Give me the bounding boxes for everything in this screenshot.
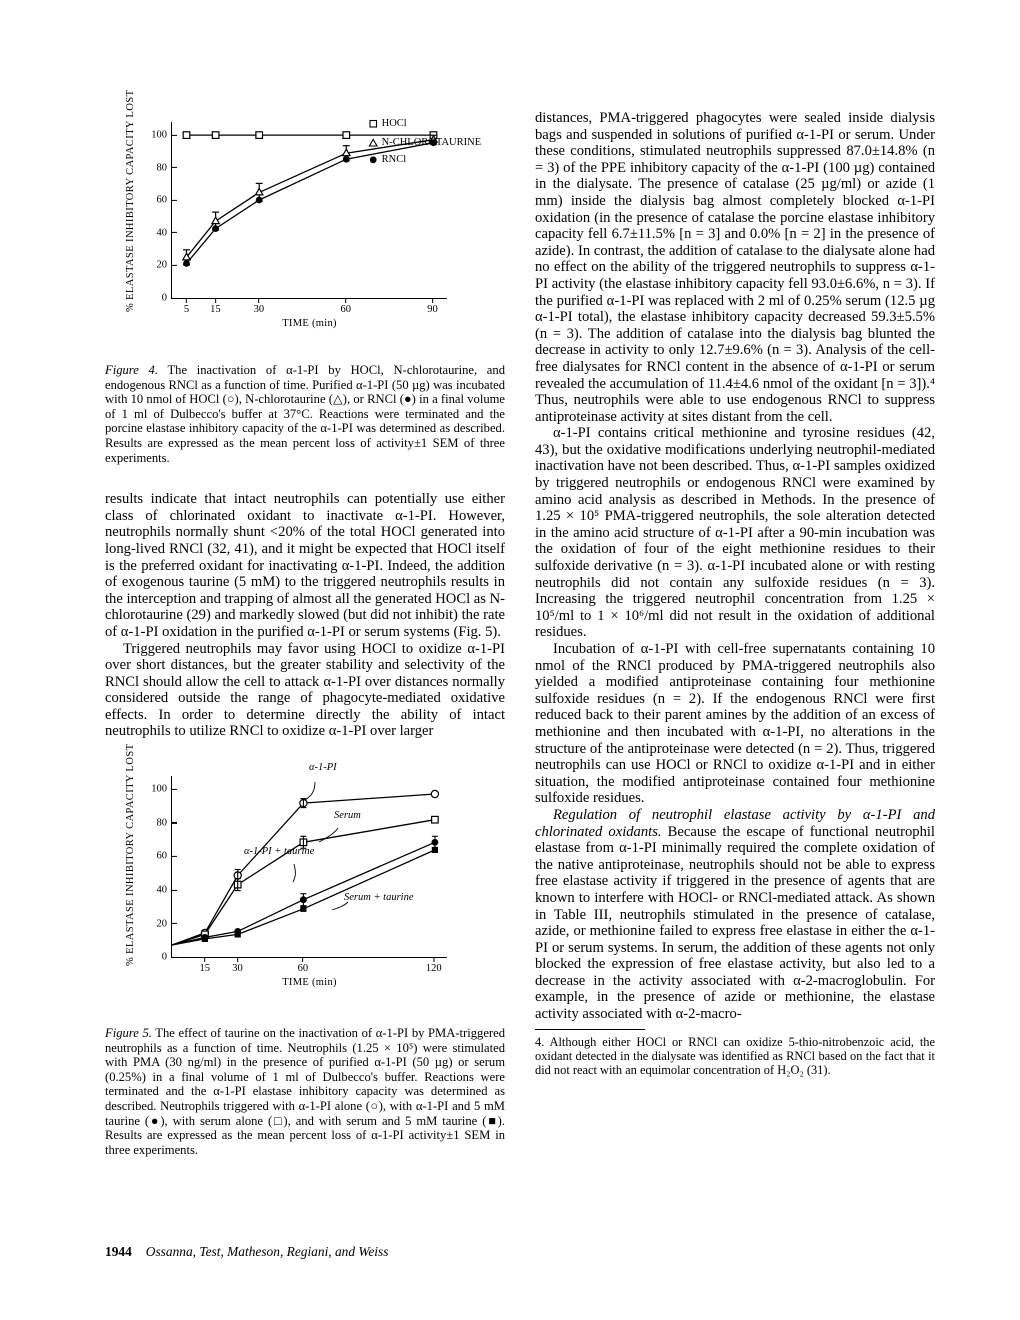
- figure-5-annotation-serum-taurine: Serum + taurine: [344, 892, 414, 904]
- figure-4-xtick-60: 60: [340, 298, 351, 315]
- figure-5-x-axis-label: TIME (min): [282, 977, 337, 989]
- figure-5-annotation-a1pi-taurine: α-1-PI + taurine: [244, 846, 315, 858]
- figure-5-chart: % ELASTASE INHIBITORY CAPACITY LOST 0 20 40 60 80 100 15 30 60 120 TIME (min) α-1-PI Serum α-1-PI + taurine Serum + taurine: [127, 770, 457, 1000]
- right-paragraph-3: Incubation of α-1-PI with cell-free supernatants containing 10 nmol of the RNCl produced by PMA-triggered neutrophils also yielded a modified antiproteinase containing four methionine sulfoxide residues (n = 2). If the endogenous RNCl were first reduced back to their parent amines by the addition of an excess of methionine and then incubated with α-1-PI, no alterations in the structure of the antiproteinase were detected (n = 2). Thus, triggered neutrophils can use HOCl or RNCl to oxidize α-1-PI and in either situation, the modified antiproteinase contained four methionine sulfoxide residues.: [535, 641, 935, 807]
- figure-4-legend-nchlorotaurine: N-CHLOROTAURINE: [368, 137, 481, 148]
- figure-5-annotation-serum: Serum: [334, 810, 361, 822]
- figure-5-ytick-20: 20: [157, 918, 173, 929]
- figure-4-x-axis-label: TIME (min): [282, 318, 337, 329]
- right-paragraph-4-heading: Regulation of neutrophil elastase activity by α-1-PI and chlorinated oxidants.: [535, 806, 935, 840]
- figure-5-ytick-100: 100: [151, 784, 172, 795]
- figure-4-xtick-30: 30: [254, 298, 265, 315]
- figure-4-xtick-90: 90: [427, 298, 438, 315]
- figure-5-ytick-40: 40: [157, 885, 173, 896]
- page-number: 1944: [105, 1244, 132, 1259]
- figure-4-plot-area: [151, 118, 482, 329]
- open-square-icon: [368, 119, 379, 128]
- figure-5-ytick-0: 0: [162, 952, 172, 963]
- figure-4-legend-rncl: RNCl: [368, 154, 406, 165]
- figure-4-ytick-0: 0: [162, 293, 172, 304]
- right-paragraph-4: [535, 807, 935, 1023]
- right-paragraph-1: distances, PMA-triggered phagocytes were sealed inside dialysis bags and suspended in solutions of purified α-1-PI or serum. Under these conditions, stimulated neutrophils suppressed 87.0±14.8% (n = 3) of the PPE inhibitory capacity of the α-1-PI (100 µg) contained in the dialysate. The presence of catalase (25 µg/ml) or azide (1 mm) inside the dialysis bag almost completely blocked α-1-PI oxidation (in the presence of catalase the porcine elastase inhibitory capacity fell 6.7±11.5% [n = 3] and 0.0% [n = 2] in the presence of azide). In contrast, the addition of catalase to the dialysate alone had no effect on the ability of the triggered neutrophils to suppress α-1-PI activity (the elastase inhibitory capacity fell 93.0±6.6%, n = 3). If the purified α-1-PI was replaced with 2 ml of 0.25% serum (12.5 µg α-1-PI total), the elastase inhibitory capacity decreased 59.3±5.5% (n = 3). The addition of catalase into the dialysis bag blunted the decrease in activity to only 12.7±9.6% (n = 3). Analysis of the cell-free dialysates for RNCl content in the absence of α-1-PI or serum revealed the accumulation of 11.4±4.6 nmol of the oxidant [n = 3]).⁴ Thus, neutrophils were able to use endogenous RNCl to suppress antiproteinase activity at sites distant from the cell.: [535, 110, 935, 425]
- figure-5-caption-label: Figure 5.: [105, 1026, 152, 1041]
- figure-4-caption: [105, 363, 505, 465]
- footnote-divider: [535, 1029, 645, 1030]
- open-triangle-icon: [368, 138, 379, 147]
- left-paragraph-2: Triggered neutrophils may favor using HOCl to oxidize α-1-PI over short distances, but the greater stability and selectivity of the RNCl should allow the cell to attack α-1-PI over distances normally considered outside the range of phagocyte-mediated oxidative effects. In order to determine directly the ability of intact neutrophils to utilize RNCl to oxidize α-1-PI over larger: [105, 640, 505, 740]
- filled-circle-icon: [368, 155, 379, 164]
- left-column: [105, 89, 505, 1157]
- figure-5-ytick-80: 80: [157, 817, 173, 828]
- page-footer: [105, 1244, 388, 1260]
- figure-5-xtick-120: 120: [426, 957, 442, 974]
- figure-5: [105, 743, 505, 1157]
- figure-4-caption-text: The inactivation of α-1-PI by HOCl, N-chlorotaurine, and endogenous RNCl as a function of time. Purified α-1-PI (50 µg) was incubated with 10 nmol of HOCl (○), N-chlorotaurine (△), or RNCl (●) in a final volume of 1 ml of Dulbecco's buffer at 37°C. Reactions were terminated and the porcine elastase inhibitory capacity of the α-1-PI was determined as described. Results are expressed as the mean percent loss of activity±1 SEM of three experiments.: [105, 363, 505, 465]
- figure-4-ytick-60: 60: [157, 195, 173, 206]
- left-paragraph-1: results indicate that intact neutrophils can potentially use either class of chlorinated oxidant to inactivate α-1-PI. However, neutrophils normally shunt <20% of the total HOCl generated into long-lived RNCl (32, 41), and it might be expected that HOCl itself is the preferred oxidant for inactivating α-1-PI. Indeed, the addition of exogenous taurine (5 mM) to the triggered neutrophils results in the interception and trapping of almost all the generated HOCl as N-chlorotaurine (29) and markedly slowed (but did not inhibit) the rate of α-1-PI oxidation in the purified α-1-PI or serum systems (Fig. 5).: [105, 491, 505, 640]
- figure-4-chart: % ELASTASE INHIBITORY CAPACITY LOST 0 20 40 60 80 100 5 15 30 60 90 TIME (min) HOCl N-CHLOROTAURINE RNCl: [125, 89, 482, 329]
- figure-4-ytick-80: 80: [157, 162, 173, 173]
- figure-4-legend-hocl: HOCl: [368, 118, 407, 129]
- figure-4-xtick-5: 5: [184, 298, 189, 315]
- figure-5-ytick-60: 60: [157, 851, 173, 862]
- figure-5-xtick-30: 30: [232, 957, 243, 974]
- footnote-marker: 4.: [535, 1034, 545, 1049]
- figure-4-xtick-15: 15: [210, 298, 221, 315]
- footnote-4: [535, 1035, 935, 1078]
- right-paragraph-2: α-1-PI contains critical methionine and tyrosine residues (42, 43), but the oxidative modifications underlying neutrophil-mediated inactivation have not been described. Thus, α-1-PI samples oxidized by triggered neutrophils or endogenous RNCl were examined by amino acid analysis as described in Methods. In the presence of 1.25 × 10⁵ PMA-triggered neutrophils, the sole alteration detected in the amino acid structure of α-1-PI after a 90-min incubation was the oxidation of four of the eight methionine residues to their sulfoxide derivative (n = 3). α-1-PI incubated alone or with resting neutrophils did not contain any sulfoxide residues (n = 3). Increasing the triggered neutrophil concentration from 1.25 × 10⁵/ml to 1 × 10⁶/ml did not result in the oxidation of additional residues.: [535, 425, 935, 641]
- figure-5-caption: [105, 1026, 505, 1157]
- right-paragraph-4-text: Because the escape of functional neutrophil elastase from α-1-PI minimally required the complete oxidation of the native antiproteinase, neutrophils should not be able to express free elastase activity if triggered in the presence of agents that are known to interfere with HOCl- or RNCl-mediated attack. As shown in Table III, neutrophils stimulated in the presence of catalase, azide, or methionine failed to express free elastase in either the α-1-PI or serum systems. In serum, the addition of these agents not only blocked the expression of free elastase activity, but also led to a decrease in the activity associated with α-2-macroglobulin. For example, in the presence of azide or methionine, the elastase activity associated with α-2-macro-: [535, 823, 935, 1023]
- figure-5-annotation-a1pi: α-1-PI: [309, 762, 337, 774]
- footer-authors: Ossanna, Test, Matheson, Regiani, and Weiss: [145, 1244, 389, 1259]
- figure-4-ytick-40: 40: [157, 227, 173, 238]
- figure-5-caption-text: The effect of taurine on the inactivation of α-1-PI by PMA-triggered neutrophils as a function of time. Neutrophils (1.25 × 10⁵) were stimulated with PMA (30 ng/ml) in the presence of purified α-1-PI (50 µg) or serum (0.25%) in a final volume of 1 ml of Dulbecco's buffer. Reactions were terminated and the α-1-PI elastase inhibitory capacity was determined as described. Neutrophils triggered with α-1-PI alone (○), with α-1-PI and 5 mM taurine (●), with serum alone (□), and with serum and 5 mM taurine (■). Results are expressed as the mean percent loss of α-1-PI activity±1 SEM in three experiments.: [105, 1026, 505, 1157]
- figure-4-ytick-20: 20: [157, 260, 173, 271]
- figure-4-caption-label: Figure 4.: [105, 363, 158, 377]
- footnote-text: Although either HOCl or RNCl can oxidize 5-thio-nitrobenzoic acid, the oxidant detected in the dialysate was identified as RNCl based on the fact that it did not react with an equimolar concentration of H₂O₂ (31).: [535, 1034, 935, 1078]
- figure-4: [105, 89, 505, 465]
- figure-5-series-svg: [172, 776, 448, 958]
- figure-4-ytick-100: 100: [151, 130, 172, 141]
- figure-4-series-svg: [172, 122, 448, 299]
- right-column: [535, 110, 935, 1078]
- figure-5-xtick-60: 60: [298, 957, 309, 974]
- figure-5-plot-area: [151, 762, 447, 989]
- figure-5-xtick-15: 15: [199, 957, 210, 974]
